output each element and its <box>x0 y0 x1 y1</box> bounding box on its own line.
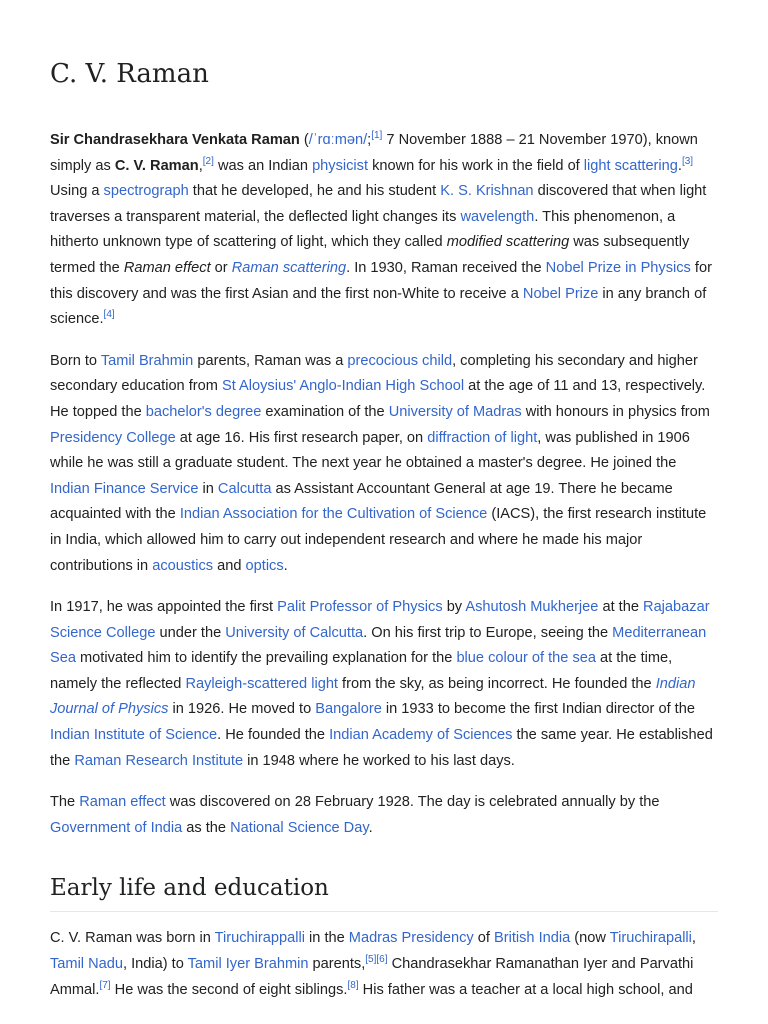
wiki-link[interactable]: Nobel Prize <box>522 285 599 302</box>
wiki-link[interactable]: British India <box>494 930 571 947</box>
section-heading-wrap <box>50 857 718 912</box>
early-life-paragraph <box>50 926 718 1003</box>
background-paragraph <box>50 349 718 579</box>
text-run: 7 November 1888 – 21 November 1970), known simply as <box>50 132 698 174</box>
page-title: C. V. Raman <box>50 59 209 89</box>
text-run: Chandrasekhar Ramanathan Iyer and Parvathi Ammal. <box>50 956 694 998</box>
bold-term: C. V. Raman <box>114 157 199 174</box>
citation-link[interactable]: [8] <box>347 979 359 991</box>
text-run: (IACS), the first research institute in India, which allowed him to carry out independent research and where he made his major contributions in <box>50 506 707 574</box>
wiki-link-italic[interactable]: Raman scattering <box>231 259 347 276</box>
text-run: in 1948 where he worked to his last days. <box>243 752 515 769</box>
citation-link[interactable]: [5] <box>365 954 377 966</box>
italic-term: modified scattering <box>446 234 570 251</box>
text-run: of <box>473 930 494 947</box>
text-run: . On his first trip to Europe, seeing the <box>363 624 613 641</box>
wiki-link[interactable]: Calcutta <box>217 480 272 497</box>
citation-link[interactable]: [4] <box>103 309 115 321</box>
text-run: discovered that when light traverses a transparent material, the deflected light changes its <box>50 183 707 225</box>
citation-sup <box>203 156 214 167</box>
wiki-link[interactable]: Tamil Brahmin <box>100 352 194 369</box>
wiki-link[interactable]: Presidency College <box>50 429 176 446</box>
text-run: from the sky, as being incorrect. He founded the <box>338 675 656 692</box>
text-run: as Assistant Accountant General at age 19. There he became acquainted with the <box>50 480 673 523</box>
text-run: known for his work in the field of <box>368 157 584 174</box>
text-run: examination of the <box>261 403 389 420</box>
wiki-link[interactable]: Raman Research Institute <box>74 752 244 769</box>
wiki-link[interactable]: Madras Presidency <box>348 930 474 947</box>
text-run: C. V. Raman was born in <box>50 930 215 947</box>
wiki-link[interactable]: wavelength <box>460 208 535 225</box>
text-run: as the <box>182 819 231 836</box>
wiki-link[interactable]: bachelor's degree <box>145 403 262 420</box>
text-run: ; <box>367 132 372 148</box>
text-run: in the <box>304 930 349 947</box>
text-run: in 1926. He moved to <box>168 701 316 718</box>
text-run: ( <box>299 132 309 148</box>
career-paragraph <box>50 595 718 774</box>
text-run: with honours in physics from <box>521 403 710 420</box>
citation-sup <box>99 980 110 991</box>
wiki-link[interactable]: Rayleigh-scattered light <box>185 675 338 692</box>
citation-sup <box>347 980 358 991</box>
wiki-link[interactable]: optics <box>245 557 284 574</box>
wiki-link[interactable]: Indian Association for the Cultivation of Science <box>179 506 488 523</box>
wiki-link[interactable]: diffraction of light <box>427 429 538 446</box>
wiki-link[interactable]: St Aloysius' Anglo-Indian High School <box>221 378 465 395</box>
wiki-link[interactable]: Tamil Iyer Brahmin <box>187 956 309 973</box>
text-run: . In 1930, Raman received the <box>346 259 546 276</box>
wiki-link[interactable]: K. S. Krishnan <box>440 183 534 200</box>
text-run: , completing his secondary and higher secondary education from <box>50 352 698 395</box>
citation-link[interactable]: [3] <box>681 155 694 167</box>
text-run: parents, Raman was a <box>193 352 348 369</box>
wiki-link[interactable]: Raman effect <box>79 794 166 811</box>
citation-sup <box>371 130 382 141</box>
wiki-link[interactable]: light scattering <box>583 157 678 174</box>
text-run: was subsequently termed the <box>50 234 690 276</box>
wiki-link[interactable]: spectrograph <box>103 183 189 200</box>
text-run: , <box>198 157 203 174</box>
text-run: . <box>677 157 682 174</box>
text-run: Born to <box>50 352 101 369</box>
citation-sup <box>376 954 387 965</box>
text-run: and <box>213 557 246 574</box>
text-run: by <box>442 599 466 616</box>
wiki-link-italic[interactable]: Indian Journal of Physics <box>50 675 696 718</box>
wiki-link[interactable]: Indian Institute of Science <box>50 727 218 744</box>
italic-term: Raman effect <box>123 259 211 276</box>
text-run: that he developed, he and his student <box>188 183 441 200</box>
wiki-link[interactable]: Bangalore <box>315 701 382 718</box>
text-run: The <box>50 794 80 811</box>
text-run: or <box>210 259 232 276</box>
text-run: In 1917, he was appointed the first <box>50 599 278 616</box>
raman-effect-paragraph <box>50 790 718 841</box>
text-run: , was published in 1906 while he was still a graduate student. The next year he obtained a master's degree. He joined the <box>50 429 690 472</box>
wiki-link[interactable]: Ashutosh Mukherjee <box>465 599 599 616</box>
text-run: at the age of 11 and 13, respectively. He topped the <box>50 378 706 420</box>
citation-link[interactable]: [1] <box>371 130 383 142</box>
text-run: His father was a teacher at a local high school, and <box>358 981 693 998</box>
text-run: the same year. He established the <box>50 727 713 769</box>
wiki-link[interactable]: Government of India <box>50 819 183 836</box>
wiki-link[interactable]: acoustics <box>152 557 214 574</box>
intro-paragraph <box>50 128 718 333</box>
article-content <box>50 54 718 1019</box>
text-run: He was the second of eight siblings. <box>110 981 348 998</box>
wiki-link[interactable]: blue colour of the sea <box>456 650 596 667</box>
text-run: (now <box>570 930 610 947</box>
text-run: . He founded the <box>217 727 330 744</box>
wiki-link[interactable]: Rajabazar Science College <box>50 599 710 641</box>
wiki-link[interactable]: Mediterranean Sea <box>50 624 707 667</box>
wiki-link[interactable]: Tiruchirapalli <box>609 930 692 947</box>
citation-link[interactable]: [6] <box>376 954 388 966</box>
wiki-link[interactable]: University of Madras <box>388 403 522 420</box>
text-run: at the <box>598 599 644 616</box>
text-run: motivated him to identify the prevailing explanation for the <box>75 650 457 667</box>
citation-sup <box>365 954 376 965</box>
text-run: was an Indian <box>213 157 313 174</box>
text-run: , India) to <box>123 956 188 973</box>
text-run: , <box>691 930 696 947</box>
bold-term: Sir Chandrasekhara Venkata Raman <box>50 132 300 148</box>
text-run: at the time, namely the reflected <box>50 650 673 692</box>
wiki-link[interactable]: Indian Finance Service <box>50 480 199 497</box>
wiki-link[interactable]: physicist <box>312 157 369 174</box>
text-run: at age 16. His first research paper, on <box>175 429 428 446</box>
text-run: under the <box>155 624 226 641</box>
wiki-link[interactable]: Nobel Prize in Physics <box>545 259 691 276</box>
text-run: in any branch of science. <box>50 285 707 328</box>
text-run: . <box>283 557 288 574</box>
section-heading: Early life and education <box>50 875 329 902</box>
citation-link[interactable]: [7] <box>99 979 111 991</box>
text-run: in <box>198 480 218 497</box>
citation-sup <box>104 309 115 320</box>
wiki-link[interactable]: precocious child <box>347 352 453 369</box>
citation-link[interactable]: [2] <box>202 155 214 167</box>
wiki-link[interactable]: Palit Professor of Physics <box>277 599 443 616</box>
wiki-link[interactable]: University of Calcutta <box>225 624 364 641</box>
wiki-link[interactable]: Tamil Nadu <box>50 956 123 973</box>
text-run: was discovered on 28 February 1928. The day is celebrated annually by the <box>165 794 660 811</box>
wiki-link[interactable]: /ˈrɑːmən/ <box>308 132 368 148</box>
text-run: Using a <box>50 183 104 200</box>
wiki-link[interactable]: National Science Day <box>230 819 369 836</box>
text-run: parents, <box>308 956 366 973</box>
text-run: . This phenomenon, a hitherto unknown type of scattering of light, which they called <box>50 208 676 251</box>
wiki-link[interactable]: Indian Academy of Sciences <box>329 727 513 744</box>
citation-sup <box>682 156 693 167</box>
text-run: in 1933 to become the first Indian director of the <box>381 701 695 718</box>
wiki-link[interactable]: Tiruchirappalli <box>214 930 305 947</box>
text-run: . <box>368 819 373 836</box>
text-run: for this discovery and was the first Asian and the first non-White to receive a <box>50 259 712 302</box>
